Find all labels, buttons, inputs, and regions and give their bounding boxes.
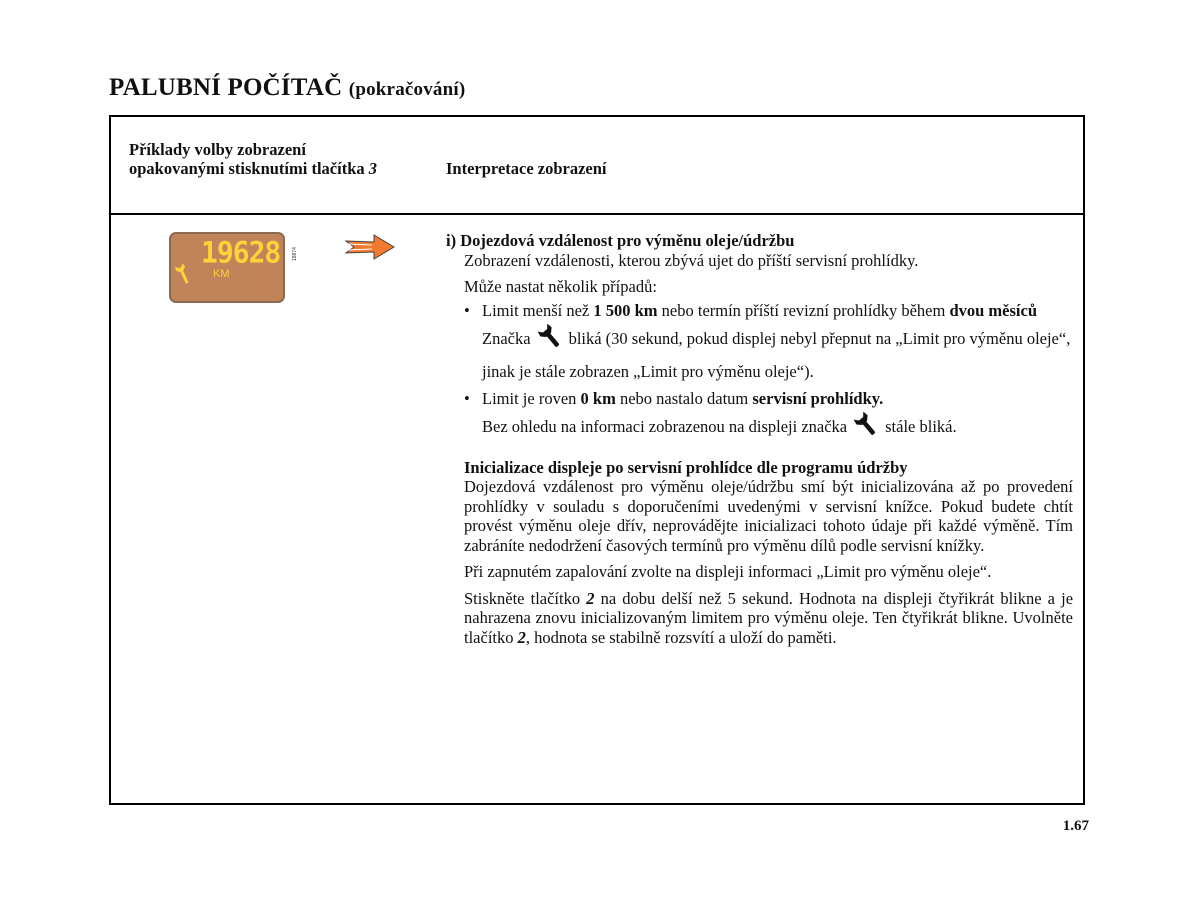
page-number: 1.67 [1062, 818, 1089, 834]
bullet-dot: • [464, 388, 470, 408]
section-i-line2: Může nastat několik případů: [464, 277, 657, 296]
header-divider [111, 213, 1083, 215]
section-init-para1: Dojezdová vzdálenost pro výměnu oleje/údržbu smí být inicializována až po provedení prohlídky v souladu s doporučeními uvedenými v servisní knížce. Pokud budete chtít provést výměnu oleje dřív, neprovádějte inicializaci tohoto údaje při každé výměně. Tím zabráníte nedodržení časových termínů pro výměnu dílů podle servisní knížky. [464, 477, 1073, 555]
bullet-dot: • [464, 300, 470, 320]
interpretation-content [446, 231, 1073, 647]
bullet-2-service: servisní prohlídky. [752, 388, 884, 408]
wrench-icon [175, 263, 191, 290]
display-unit: KM [213, 268, 230, 280]
bullet-2-text: Limit je roven [482, 388, 581, 408]
section-i-line1: Zobrazení vzdálenosti, kterou zbývá ujet do příští servisní prohlídky. [464, 250, 919, 270]
page-title [109, 74, 465, 102]
para3-text: na dobu delší než 5 sekund. Hodnota na displeji čtyřikrát blikne a je nahrazena znovu inicializovaným limitem pro výměnu oleje. Ten čtyřikrát blikne. Uvolněte tlačítko [464, 588, 1074, 647]
display-value: 19628 [201, 235, 281, 270]
wrench-icon [537, 324, 563, 358]
content-table [109, 115, 1085, 805]
button-number: 2 [517, 627, 526, 647]
column-header-examples-text: Příklady volby zobrazení opakovanými stisknutími tlačítka [129, 140, 365, 178]
orange-arrow-right-icon [344, 233, 396, 266]
bullet-2-limit: 0 km [580, 388, 616, 408]
section-init-para3 [446, 589, 1073, 648]
bullet-1-text: bliká (30 sekund, pokud displej nebyl přepnut na „Limit pro výměnu oleje“, jinak je stále zobrazen „Limit pro výměnu oleje“). [482, 328, 1071, 381]
wrench-icon [853, 412, 879, 446]
bullet-1-limit: 1 500 km [593, 300, 658, 320]
button-number: 2 [586, 588, 595, 608]
bullet-2-text: Bez ohledu na informaci zobrazenou na displeji značka [482, 416, 848, 436]
section-init-para2: Při zapnutém zapalování zvolte na displeji informaci „Limit pro výměnu oleje“. [464, 562, 992, 581]
bullet-1-text: nebo termín příští revizní prohlídky během [657, 300, 950, 320]
para3-text: , hodnota se stabilně rozsvítí a uloží do paměti. [525, 627, 837, 647]
bullet-1-text: Značka [482, 328, 531, 348]
button-number: 3 [368, 158, 377, 178]
dashboard-display [169, 232, 285, 303]
bullet-1-period: dvou měsíců [949, 300, 1037, 320]
column-header-examples [129, 141, 389, 178]
bullet-2-text: stále bliká. [885, 416, 957, 436]
bullet-2-text: nebo nastalo datum [615, 388, 753, 408]
page-title-continued: (pokračování) [348, 79, 466, 100]
figure-reference: 18874 [292, 247, 298, 261]
bullet-1 [446, 297, 1073, 385]
section-init-title: Inicializace displeje po servisní prohlídce dle programu údržby [464, 457, 908, 477]
page-title-main: PALUBNÍ POČÍTAČ [109, 74, 343, 101]
section-i-title: i) Dojezdová vzdálenost pro výměnu oleje/údržbu [446, 231, 795, 250]
column-header-interpretation: Interpretace zobrazení [446, 159, 607, 178]
para3-text: Stiskněte tlačítko [464, 588, 587, 608]
bullet-1-text: Limit menší než [482, 300, 594, 320]
bullet-2 [446, 385, 1073, 446]
